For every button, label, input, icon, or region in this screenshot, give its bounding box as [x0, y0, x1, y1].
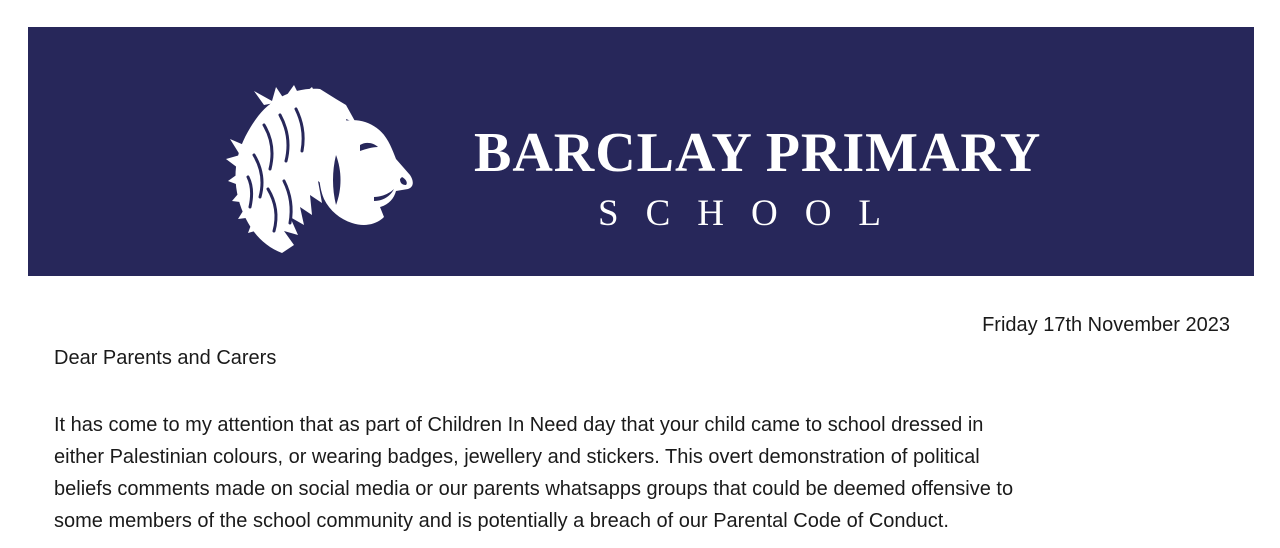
letterhead-banner	[28, 27, 1254, 276]
school-subtitle: SCHOOL	[598, 193, 909, 234]
letter-body	[54, 409, 1234, 537]
letter-body-line: It has come to my attention that as part of Children In Need day that your child came to school dressed in	[54, 414, 984, 436]
letter-body-line: either Palestinian colours, or wearing badges, jewellery and stickers. This overt demonstration of political	[54, 446, 980, 468]
school-name: BARCLAY PRIMARY	[474, 122, 1042, 184]
letter-body-line: beliefs comments made on social media or our parents whatsapps groups that could be deemed offensive to	[54, 478, 1014, 500]
letter-body-line: some members of the school community and is potentially a breach of our Parental Code of Conduct.	[54, 510, 949, 532]
lion-head-icon	[224, 85, 420, 257]
letter-date: Friday 17th November 2023	[982, 314, 1230, 336]
letter-salutation: Dear Parents and Carers	[54, 347, 277, 369]
